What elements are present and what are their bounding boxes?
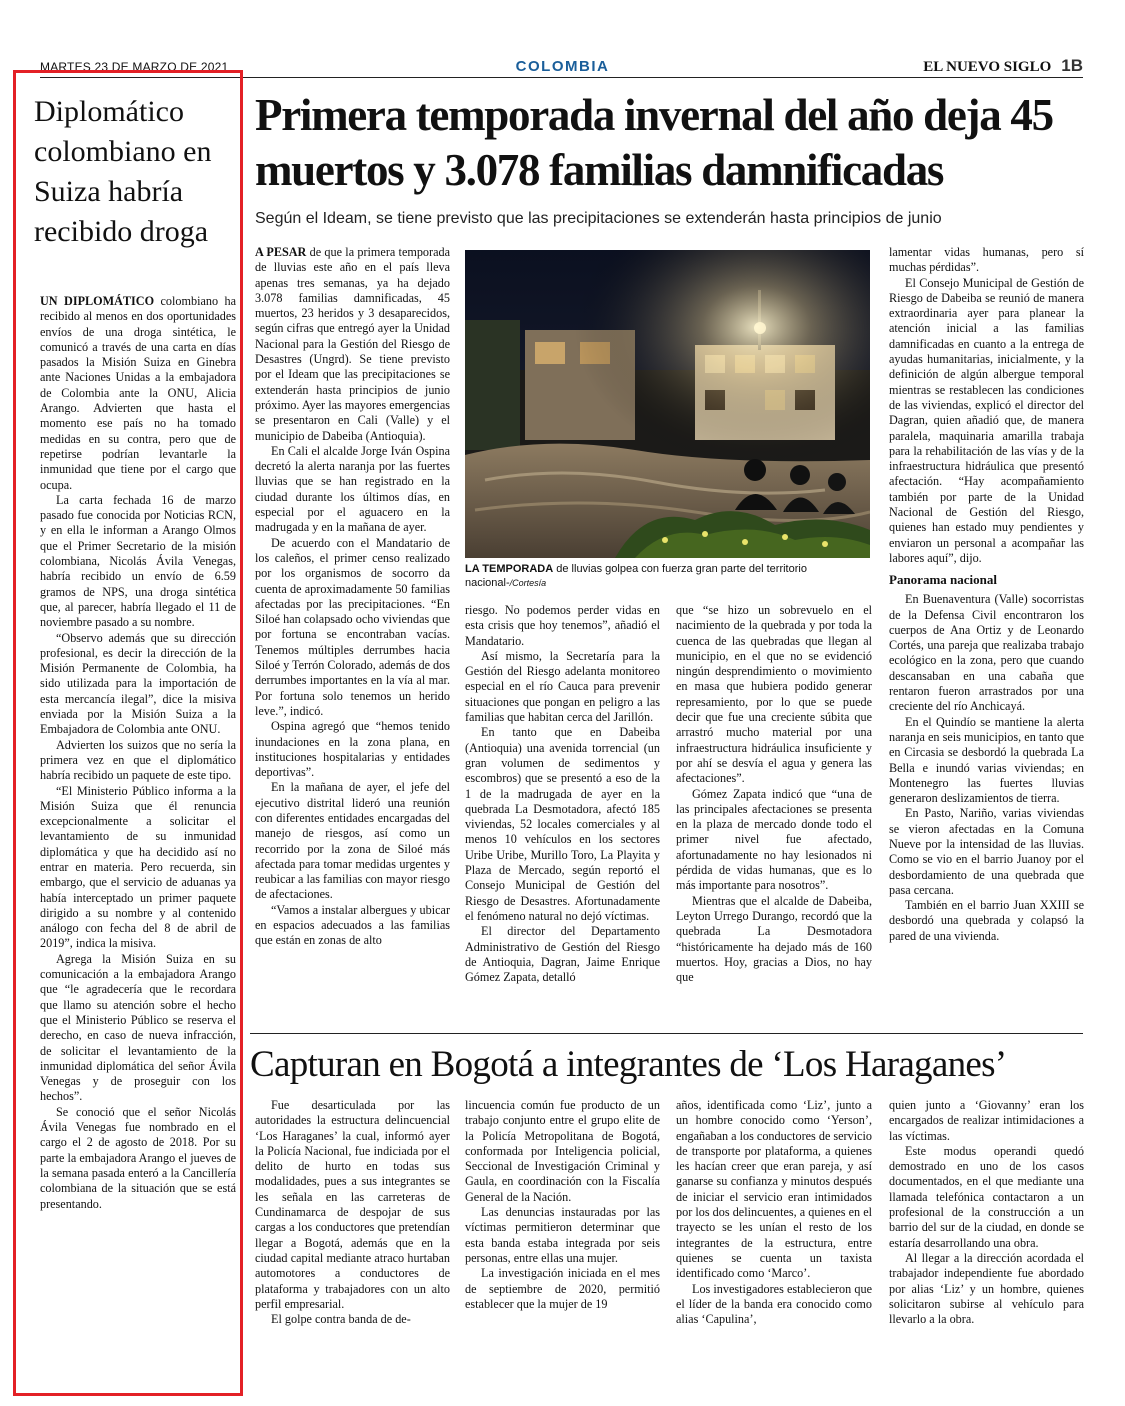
- paragraph: La investigación iniciada en el mes de septiembre de 2020, permitió establecer que la mujer de 19: [465, 1266, 660, 1311]
- main-col-4: [889, 245, 1084, 944]
- main-col-3: [676, 603, 872, 985]
- paragraph: El Consejo Municipal de Gestión de Riesgo de Dabeiba se reunió de manera extraordinaria ayer para planear la atención inicial a las familias damnificadas en cuanto a la entrega de ayudas humanitarias, inicialmente, y la definición de algún albergue temporal mientras se restablecen las condiciones de las viviendas, explicó el director del Dagran, quien añadió que, de manera paralela, maquinaria amarilla trabaja para la rehabilitación de las vías y de la infraestructura hidráulica que presentó afectación. “Hay acompañamiento también por parte de la Unidad Nacional de Gestión del Riesgo, quienes han estado muy pendientes y enviaron un personal a acompañar las labores aquí”, dijo.: [889, 275, 1084, 565]
- paragraph: También en el barrio Juan XXIII se desbordó una quebrada y colapsó la pared de una vivienda.: [889, 898, 1084, 943]
- second-col-1: [255, 1098, 450, 1327]
- paragraph: Advierten los suizos que no sería la primera vez en que el diplomático habría recibido un paquete de este tipo.: [40, 737, 236, 783]
- second-headline: Capturan en Bogotá a integrantes de ‘Los Haraganes’: [250, 1044, 1007, 1085]
- paragraph: Se conoció que el señor Nicolás Ávila Venegas fue nombrado en el cargo el 2 de agosto de 2018. Por su parte la embajadora Arango el jueves de la semana pasada enteró a la Cancillería colombiana de la situación que se está presentando.: [40, 1104, 236, 1211]
- article-divider: [250, 1033, 1083, 1034]
- second-col-4: [889, 1098, 1084, 1327]
- paragraph: En Cali el alcalde Jorge Iván Ospina decretó la alerta naranja por las fuertes lluvias que se han registrado en la ciudad durante los últimos días, en especial por el aguacero en la madrugada y en la mañana de ayer.: [255, 443, 450, 535]
- paragraph: Los investigadores establecieron que el líder de la banda era conocido como alias ‘Capulina’,: [676, 1281, 872, 1327]
- masthead: [923, 56, 1083, 76]
- main-headline: Primera temporada invernal del año deja 45 muertos y 3.078 familias damnificadas: [255, 90, 1053, 195]
- paragraph: La carta fechada 16 de marzo pasado fue conocida por Noticias RCN, y en ella le informan a Arango Olmos que el Primer Secretario de la misión colombiana, Nicolás Ávila Venegas, habría recibido un envío de 6.59 gramos de NPS, una droga sintética que, al parecer, habría llegado el 11 de noviembre pasado a su nombre.: [40, 492, 236, 630]
- paragraph: “El Ministerio Público informa a la Misión Suiza que él renuncia excepcionalmente a solicitar el levantamiento de su inmunidad diplomática y que ha decidido así no entrar en materia. Pero recuerda, sin embargo, que el servicio de aduanas ya había interceptado un primer paquete dirigido a su nombre y al contenido análogo con fecha del 8 de abril de 2019”, indica la misiva.: [40, 783, 236, 951]
- paragraph: quien junto a ‘Giovanny’ eran los encargados de realizar intimidaciones a las víctimas.: [889, 1098, 1084, 1143]
- main-col-2: [465, 603, 660, 985]
- paragraph: En la mañana de ayer, el jefe del ejecutivo distrital lideró una reunión con diferentes entidades encargadas del manejo de riesgos, así como un recorrido por la zona de Siloé más afectada para tomar medidas urgentes y reubicar a las familias con mayor riesgo de afectaciones.: [255, 780, 450, 902]
- lede-words: A PESAR: [255, 245, 307, 259]
- lede-words: UN DIPLOMÁTICO: [40, 294, 155, 308]
- page-number: 1B: [1061, 56, 1083, 75]
- section-name: COLOMBIA: [515, 58, 610, 75]
- paragraph: Este modus operandi quedó demostrado en uno de los casos documentados, en el que mediante una llamada telefónica contactaron a un profesional de la construcción a un barrio del sur de la ciudad, en donde se estaría desarrollando una obra.: [889, 1143, 1084, 1250]
- edition-date: MARTES 23 DE MARZO DE 2021: [40, 60, 229, 74]
- paragraph: El director del Departamento Administrativo de Gestión del Riesgo de Antioquia, Dagran, Jaime Enrique Gómez Zapata, detalló: [465, 924, 660, 985]
- paragraph: De acuerdo con el Mandatario de los caleños, el primer censo realizado por los organismos de socorro da cuenta de aproximadamente 50 familias afectadas por las precipitaciones. “En Siloé han colapsado ocho viviendas que por fortuna se encontraban vacías. Tenemos múltiples derrumbes hacia Siloé y Terrón Colorado, además de dos derrumbes importantes en la vía al mar. Por fortuna solo tenemos un herido leve.”, indicó.: [255, 535, 450, 718]
- paragraph: Agrega la Misión Suiza en su comunicación a la embajadora Arango que “le agradecería que le recordara que llamo su atención sobre el hecho que el Ministerio Público se reserva el derecho, en caso de nueva infracción, de solicitar el levantamiento de la inmunidad diplomática del señor Ávila Venegas y de proseguir con los hechos”.: [40, 951, 236, 1104]
- paragraph: lamentar vidas humanas, pero sí muchas pérdidas”.: [889, 245, 1084, 275]
- paragraph: UN DIPLOMÁTICO colombiano ha recibido al menos en dos oportunidades envíos de una droga sintética, le comunicó a través de una carta en días pasados la Misión Suiza en Ginebra ante Naciones Unidas a la embajadora de Colombia ante la ONU, Alicia Arango. Advierten que hasta el momento ese país no ha tomado medidas en su contra, pero que de repetirse podrían levantarle la inmunidad que tiene por el cargo que ocupa.: [40, 294, 236, 492]
- paragraph: “Observo además que su dirección profesional, es decir la dirección de la Misión Permanente de Colombia, ha sido utilizada para la importación de esta mercancía ilegal”, dice la misiva enviada por la Misión Suiza a la Embajadora de Colombia ante ONU.: [40, 630, 236, 737]
- paragraph: riesgo. No podemos perder vidas en esta crisis que hoy tenemos”, añadió el Mandatario.: [465, 603, 660, 648]
- news-photo: [465, 250, 870, 558]
- photo-caption: LA TEMPORADA de lluvias golpea con fuerza gran parte del territorio nacional-/Cortesía: [465, 563, 807, 589]
- paragraph: Las denuncias instauradas por las víctimas permitieron determinar que esta banda estaba integrada por seis personas, entre ellas una mujer.: [465, 1205, 660, 1265]
- second-col-2: [465, 1098, 660, 1312]
- sidebar-body: [40, 294, 236, 1212]
- paragraph: Fue desarticulada por las autoridades la estructura delincuencial ‘Los Haraganes’ la cual, informó ayer la Policía Nacional, fue indiciada por el delito de hurto en todas sus modalidades, pues a sus integrantes se les señala en las carreteras de Cundinamarca de despojar de sus cargas a los conductores que pretendían llegar a Bogotá, además que en la ciudad capital mediante atraco hurtaban automotores a conductores de plataforma y trabajadores con un alto perfil empresarial.: [255, 1098, 450, 1311]
- main-deck: Según el Ideam, se tiene previsto que las precipitaciones se extenderán hasta principios de junio: [255, 210, 942, 227]
- paragraph: En tanto que en Dabeiba (Antioquia) una avenida torrencial (un gran volumen de sedimentos y escombros) que se presentó a eso de la 1 de la madrugada de ayer en la quebrada La Desmotadora, afectó 185 viviendas, 52 locales comerciales y al menos 10 vehículos en los sectores Uribe Uribe, Murillo Toro, La Playita y Plaza de Mercado, según reportó el Consejo Municipal de Gestión del Riesgo de Desastres. Afortunadamente el fenómeno natural no dejó víctimas.: [465, 725, 660, 923]
- sidebar-headline: Diplomático colombiano en Suiza habría recibido droga: [34, 95, 212, 248]
- caption-lead: LA TEMPORADA: [465, 563, 554, 575]
- subheading: Panorama nacional: [889, 572, 997, 588]
- paragraph: Ospina agregó que “hemos tenido inundaciones en la zona plana, en instituciones hospitalarias y entidades deportivas”.: [255, 719, 450, 780]
- photo-credit: /Cortesía: [509, 578, 547, 588]
- paragraph: años, identificada como ‘Liz’, junto a un hombre conocido como ‘Yerson’, engañaban a los conductores de servicio de transporte por plataforma, a quienes les hacían creer que eran pareja, y así ganarse su confianza y minutos después de iniciar el servicio eran intimidados por los dos delincuentes, a quienes en el trayecto se les unían el resto de los integrantes de la estructura, entre quienes se cuenta un taxista identificado como ‘Marco’.: [676, 1098, 872, 1281]
- paragraph: “Vamos a instalar albergues y ubicar en espacios adecuados a las familias que están en zonas de alto: [255, 902, 450, 948]
- newspaper-name: EL NUEVO SIGLO: [923, 59, 1052, 75]
- paragraph: Mientras que el alcalde de Dabeiba, Leyton Urrego Durango, recordó que la quebrada La Desmotadora “históricamente ha dejado más de 160 muertos. Hoy, gracias a Dios, no hay que: [676, 893, 872, 985]
- main-col-1: [255, 245, 450, 949]
- paragraph: En Buenaventura (Valle) socorristas de la Defensa Civil encontraron los cuerpos de Ana Ortiz y de Leonardo Cortés, una pareja que realizaba trabajo ecológico en la zona, pero que cuando descansaban en una cabaña que rentaron fueron arrastrados por una creciente del río Anchicayá.: [889, 592, 1084, 714]
- paragraph: que “se hizo un sobrevuelo en el nacimiento de la quebrada y por toda la cuenca de las quebradas que llegan al municipio, en el que no se evidenció ningún desprendimiento o movimiento en masa que hubiera podido generar represamiento, por lo que se puede decir que fue una creciente súbita que arrastró mucho material por una infraestructura hidráulica insuficiente y por ahí se desvía el agua y genera las afectaciones”.: [676, 603, 872, 786]
- paragraph: lincuencia común fue producto de un trabajo conjunto entre el grupo elite de la Policía Metropolitana de Bogotá, conformada por Inteligencia policial, Seccional de Investigación Criminal y Gaula, en coordinación con la Fiscalía General de la Nación.: [465, 1098, 660, 1204]
- second-col-3: [676, 1098, 872, 1327]
- paragraph: En Pasto, Nariño, varias viviendas se vieron afectadas en la Comuna Nueve por la intensidad de las lluvias. Como se vio en el barrio Juanoy por el desbordamiento de una quebrada que pasa cercana.: [889, 806, 1084, 897]
- flood-night-photo: [465, 250, 870, 558]
- paragraph: Al llegar a la dirección acordada el trabajador independiente fue abordado por alias ‘Liz’ y un hombre, quienes solicitaron subirse al vehículo para llevarlo a la obra.: [889, 1250, 1084, 1327]
- paragraph: Gómez Zapata indicó que “una de las principales afectaciones se presenta en la plaza de mercado donde todo el primer nivel fue afectado, afortunadamente no hay lesionados ni pérdida de vidas humanas, que es lo más importante para nosotros”.: [676, 786, 872, 893]
- paragraph: A PESAR de que la primera temporada de lluvias este año en el país lleva apenas tres semanas, ya ha dejado 3.078 familias damnificadas, 45 muertos, 23 heridos y 3 desaparecidos, según cifras que entregó ayer la Unidad Nacional para la Gestión del Riesgo de Desastres (Ungrd). Se tiene previsto por el Ideam que las precipitaciones se extenderán hasta principios de junio próximo. Ayer las mayores emergencias se presentaron en Cali (Valle) y el municipio de Dabeiba (Antioquia).: [255, 245, 450, 443]
- paragraph: Así mismo, la Secretaría para la Gestión del Riesgo adelanta monitoreo especial en el río Cauca para prevenir situaciones que pongan en peligro a las familias que habitan cerca del Jarillón.: [465, 648, 660, 725]
- paragraph: En el Quindío se mantiene la alerta naranja en seis municipios, en tanto que en Circasia se desbordó la quebrada La Bella e inundó varias viviendas; en Montenegro las fuertes lluvias generaron deslizamientos de tierra.: [889, 714, 1084, 806]
- paragraph: El golpe contra banda de de-: [271, 1312, 411, 1327]
